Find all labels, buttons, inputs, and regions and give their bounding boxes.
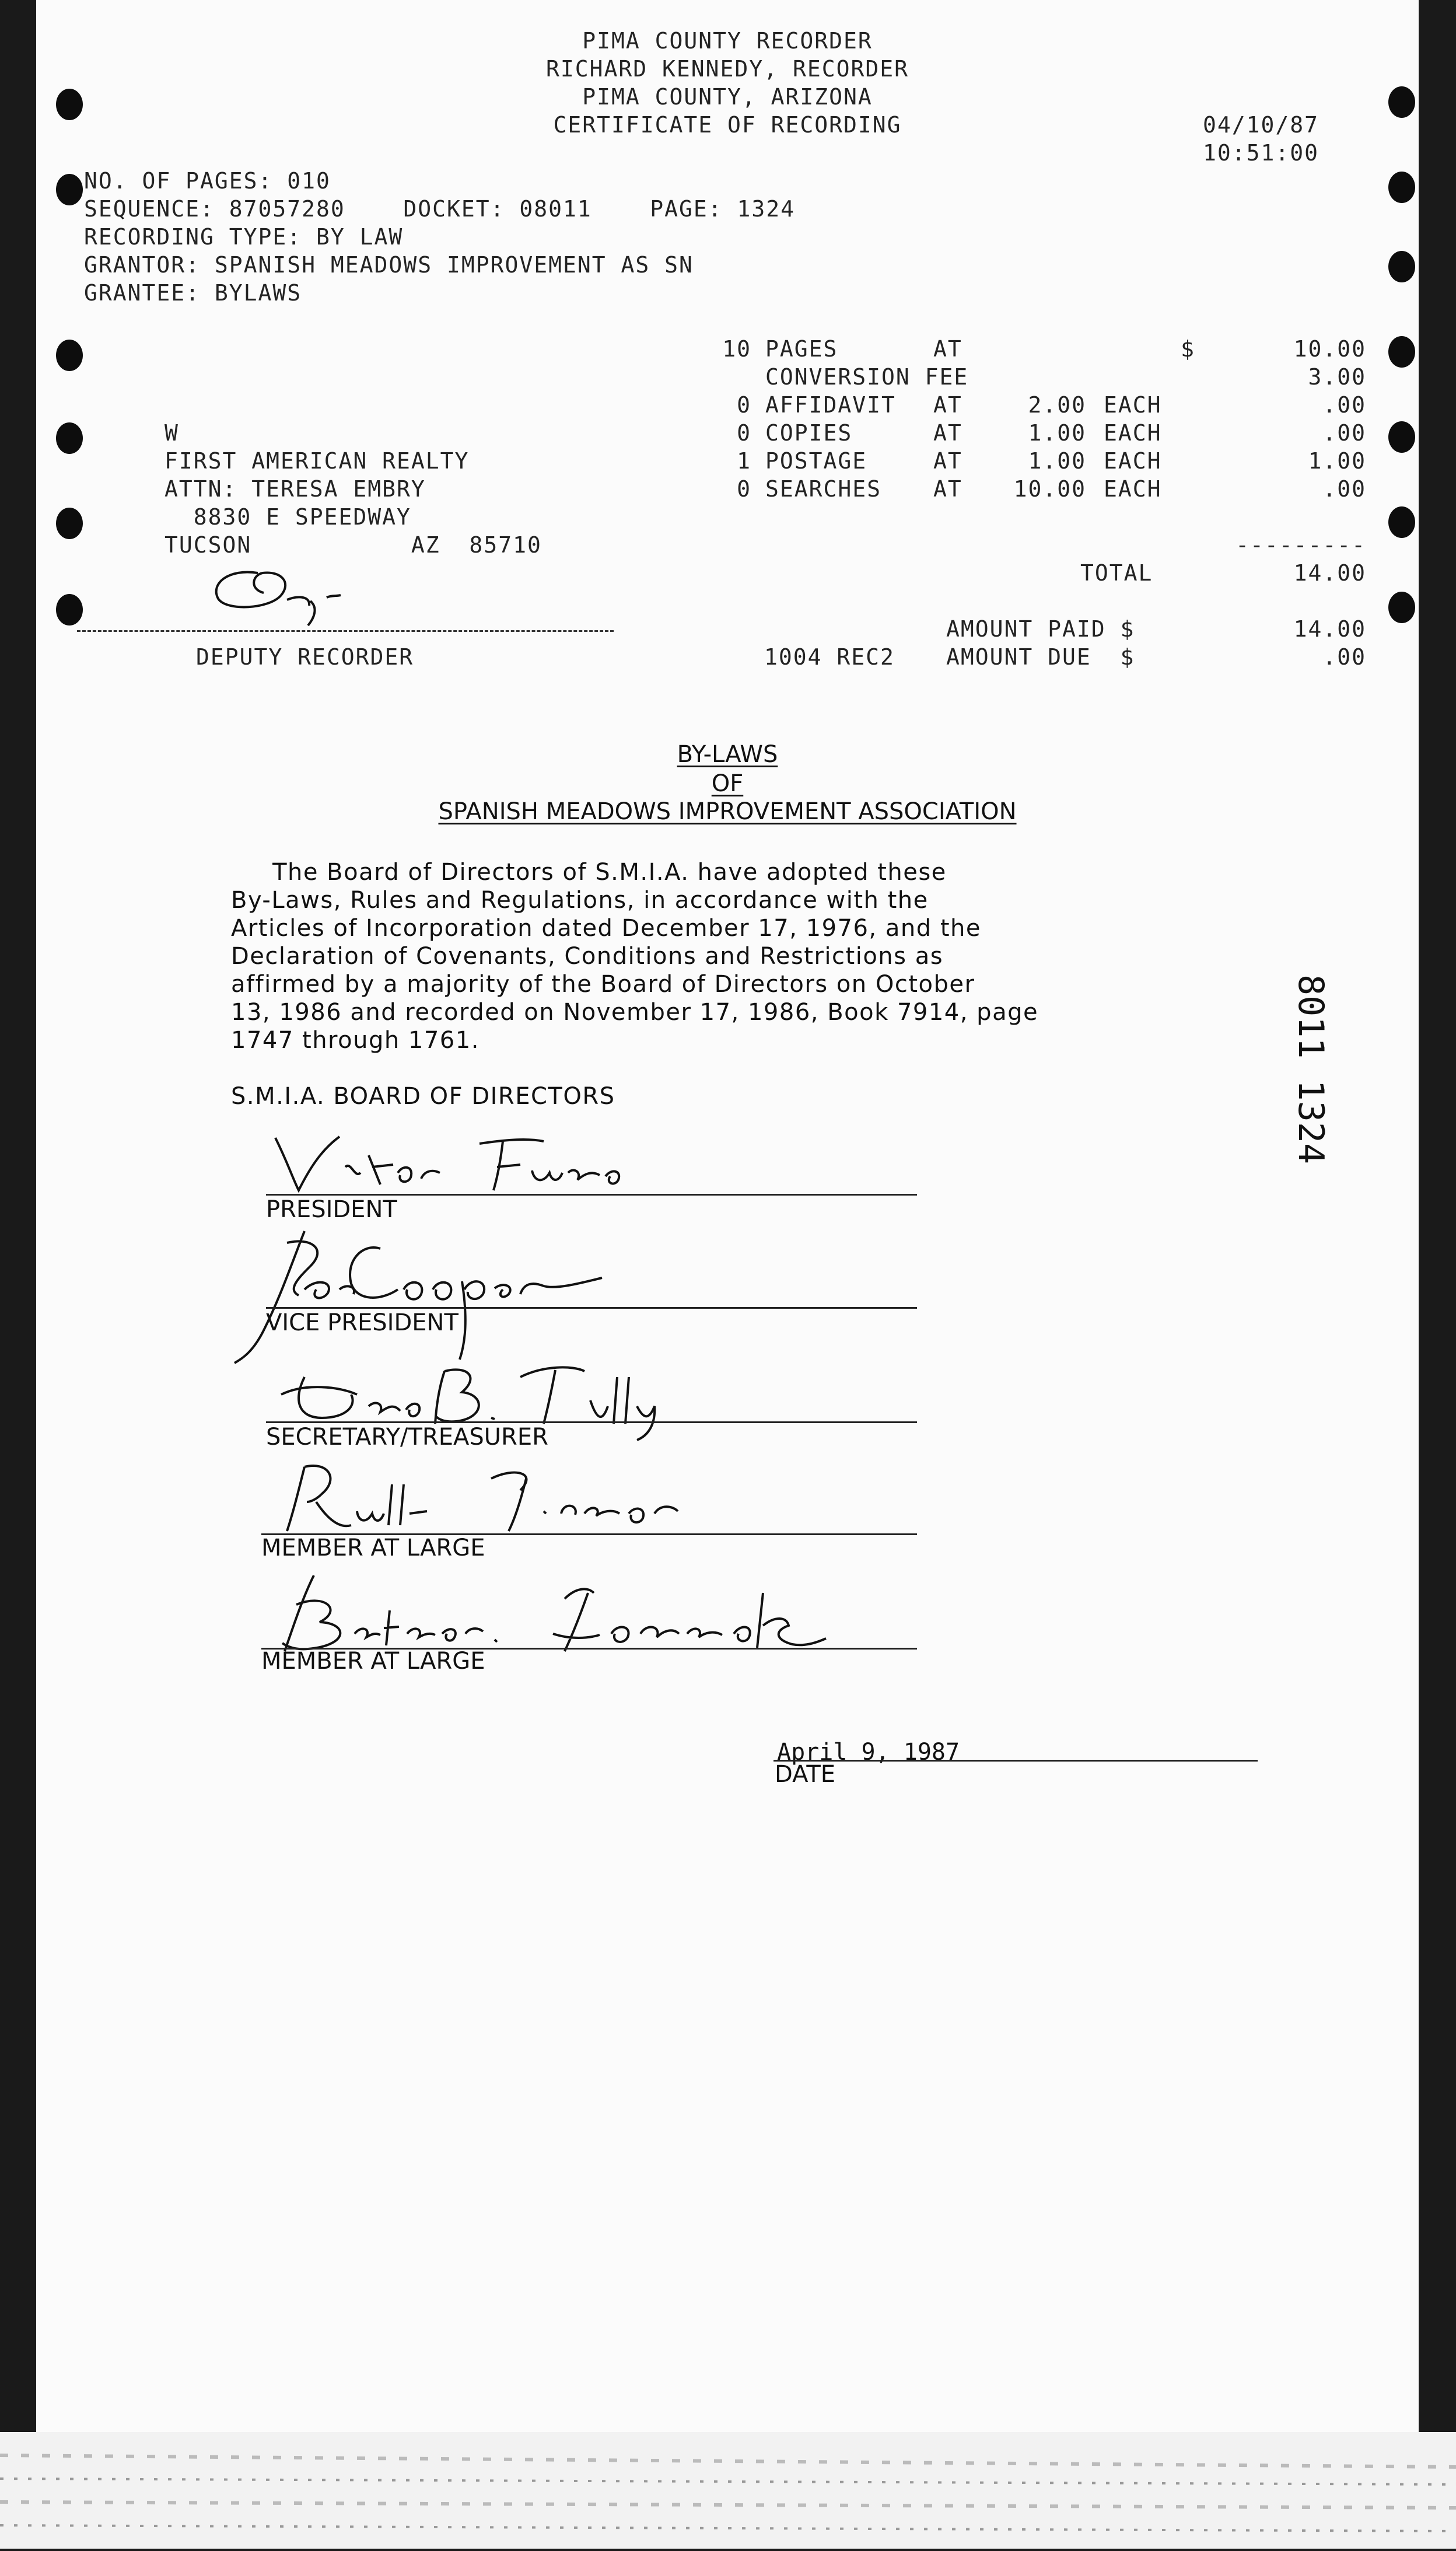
- deputy-signature-line: [77, 630, 614, 632]
- feed-hole-left-3: [56, 340, 83, 371]
- vice-president-signature-line: [266, 1307, 917, 1309]
- member-at-large-label-2: MEMBER AT LARGE: [261, 1648, 485, 1675]
- vice-president-signature: [229, 1225, 625, 1365]
- feed-hole-left-6: [56, 594, 83, 625]
- fee-at: AT: [933, 336, 963, 362]
- fee-amount: 10.00: [1293, 336, 1366, 362]
- fee-rate: 1.00: [1028, 420, 1086, 446]
- feed-hole-left-5: [56, 508, 83, 539]
- association-name: SPANISH MEADOWS IMPROVEMENT ASSOCIATION: [438, 798, 1017, 825]
- fee-at: AT: [933, 476, 963, 502]
- member-at-large-signature-1: [270, 1455, 690, 1537]
- feed-hole-left-4: [56, 422, 83, 454]
- grantee: GRANTEE: BYLAWS: [84, 280, 302, 306]
- secretary-treasurer-label: SECRETARY/TREASURER: [266, 1424, 548, 1451]
- bylaws-title: BY-LAWS: [677, 741, 778, 768]
- vice-president-label: VICE PRESIDENT: [266, 1309, 459, 1336]
- fee-item: COPIES: [765, 420, 853, 446]
- certificate-header-line-3: PIMA COUNTY, ARIZONA: [582, 84, 873, 110]
- body-line: Declaration of Covenants, Conditions and Restrictions as: [231, 943, 944, 970]
- deputy-recorder-label: DEPUTY RECORDER: [196, 644, 414, 670]
- fee-amount: .00: [1322, 420, 1366, 446]
- fee-item: POSTAGE: [765, 448, 867, 474]
- feed-hole-right-3: [1388, 251, 1415, 282]
- fee-qty: 0: [737, 392, 751, 418]
- feed-hole-right-5: [1388, 421, 1415, 453]
- body-line: By-Laws, Rules and Regulations, in accordance with the: [231, 887, 929, 914]
- body-line: affirmed by a majority of the Board of Directors on October: [231, 971, 975, 998]
- feed-hole-right-7: [1388, 592, 1415, 623]
- certificate-header-line-1: PIMA COUNTY RECORDER: [582, 28, 873, 54]
- fee-item: AFFIDAVIT: [765, 392, 896, 418]
- scan-noise: [0, 2432, 1456, 2549]
- number-of-pages: NO. OF PAGES: 010: [84, 168, 331, 194]
- body-line: 1747 through 1761.: [231, 1027, 480, 1054]
- fee-each: EACH: [1104, 420, 1162, 446]
- scan-noise-strip: [0, 2432, 1456, 2549]
- signing-date: April 9, 1987: [777, 1739, 960, 1766]
- board-heading: S.M.I.A. BOARD OF DIRECTORS: [231, 1083, 615, 1110]
- fee-dollar-sign: $: [1181, 336, 1195, 362]
- amount-due-label: AMOUNT DUE $: [946, 644, 1135, 670]
- fee-rate: 10.00: [1013, 476, 1086, 502]
- fee-qty: 0: [737, 476, 751, 502]
- feed-hole-left-2: [56, 174, 83, 205]
- fee-amount: 3.00: [1308, 364, 1366, 390]
- fee-each: EACH: [1104, 392, 1162, 418]
- bylaws-title-of: OF: [711, 770, 744, 797]
- fee-rate: 2.00: [1028, 392, 1086, 418]
- fee-at: AT: [933, 392, 963, 418]
- fee-each: EACH: [1104, 448, 1162, 474]
- member-at-large-label-1: MEMBER AT LARGE: [261, 1535, 485, 1561]
- member-at-large-signature-2: [261, 1570, 833, 1657]
- feed-hole-right-2: [1388, 172, 1415, 203]
- date-line: [774, 1760, 1258, 1762]
- recording-type: RECORDING TYPE: BY LAW: [84, 224, 404, 250]
- fee-amount: 1.00: [1308, 448, 1366, 474]
- fee-each: EACH: [1104, 476, 1162, 502]
- grantor: GRANTOR: SPANISH MEADOWS IMPROVEMENT AS SN: [84, 252, 694, 278]
- amount-paid-label: AMOUNT PAID $: [946, 616, 1135, 642]
- president-label: PRESIDENT: [266, 1196, 397, 1223]
- sequence-docket-page: SEQUENCE: 87057280 DOCKET: 08011 PAGE: 1324: [84, 196, 796, 222]
- president-signature: [258, 1126, 678, 1202]
- fee-qty: 10: [722, 336, 751, 362]
- address-line-3: ATTN: TERESA EMBRY: [164, 476, 426, 502]
- feed-hole-right-4: [1388, 336, 1415, 368]
- fee-item: SEARCHES: [765, 476, 882, 502]
- address-line-4: 8830 E SPEEDWAY: [164, 504, 411, 530]
- total-amount: 14.00: [1293, 560, 1366, 586]
- fee-at: AT: [933, 448, 963, 474]
- amount-due: .00: [1322, 644, 1366, 670]
- secretary-treasurer-signature-line: [266, 1421, 917, 1423]
- deputy-signature: [194, 560, 450, 630]
- certificate-header-line-4: CERTIFICATE OF RECORDING: [553, 112, 902, 138]
- body-line: Articles of Incorporation dated December 17, 1976, and the: [231, 915, 981, 942]
- body-line: 13, 1986 and recorded on November 17, 1986, Book 7914, page: [231, 999, 1039, 1026]
- fee-qty: 1: [737, 448, 751, 474]
- recording-time: 10:51:00: [1203, 140, 1320, 166]
- feed-hole-right-6: [1388, 506, 1415, 538]
- total-label: TOTAL: [1080, 560, 1153, 586]
- date-label: DATE: [775, 1761, 836, 1788]
- address-line-1: W: [164, 420, 179, 446]
- receipt-number: 1004 REC2: [764, 644, 895, 670]
- total-dashes: ---------: [1236, 532, 1366, 558]
- fee-qty: 0: [737, 420, 751, 446]
- fee-rate: 1.00: [1028, 448, 1086, 474]
- certificate-header-line-2: RICHARD KENNEDY, RECORDER: [546, 56, 909, 82]
- fee-item: PAGES: [765, 336, 838, 362]
- president-signature-line: [266, 1194, 917, 1196]
- address-line-2: FIRST AMERICAN REALTY: [164, 448, 470, 474]
- document-page: [36, 0, 1419, 2432]
- docket-page-margin-stamp: 8011 1324: [1290, 974, 1331, 1165]
- fee-amount: .00: [1322, 476, 1366, 502]
- body-line: The Board of Directors of S.M.I.A. have adopted these: [231, 859, 947, 886]
- fee-item: CONVERSION FEE: [765, 364, 969, 390]
- fee-at: AT: [933, 420, 963, 446]
- amount-paid: 14.00: [1293, 616, 1366, 642]
- address-line-5: TUCSON AZ 85710: [164, 532, 542, 558]
- fee-amount: .00: [1322, 392, 1366, 418]
- recording-date: 04/10/87: [1203, 112, 1320, 138]
